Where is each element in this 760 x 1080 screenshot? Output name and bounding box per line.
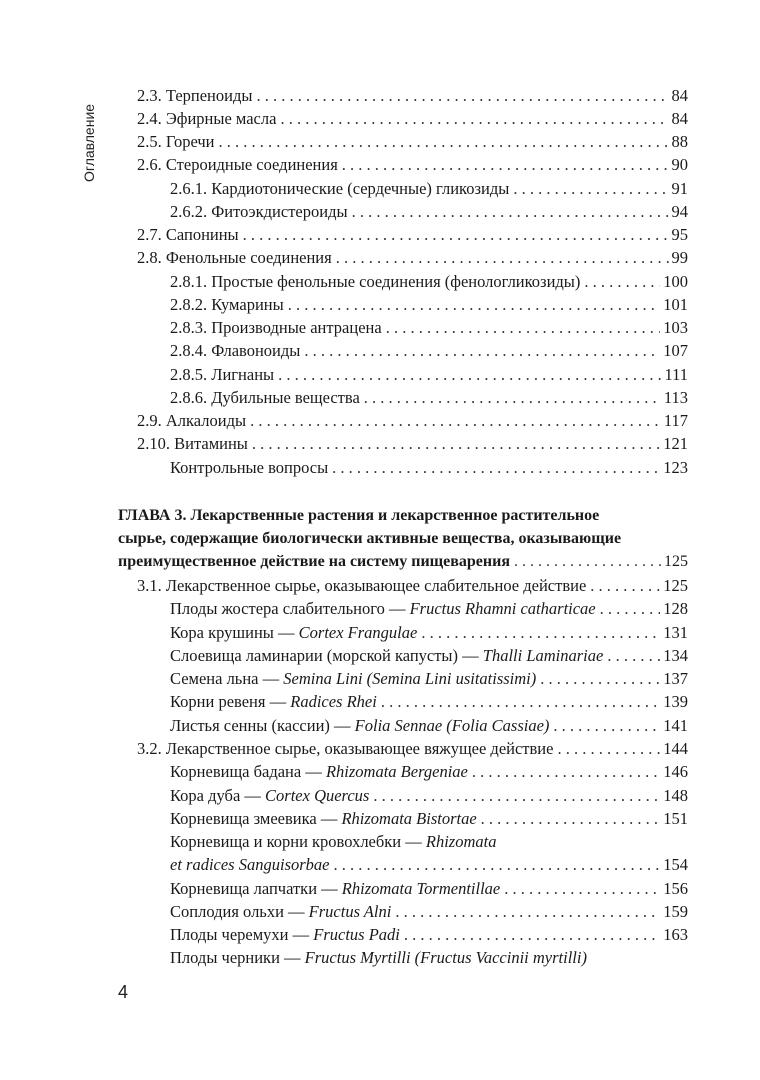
leader-dots <box>600 597 661 620</box>
toc-entry-title: 2.8.2. Кумарины <box>170 295 284 314</box>
toc-entry[interactable] <box>170 363 688 386</box>
toc-entry-title: 2.8.1. Простые фенольные соединения (фенологликозиды) <box>170 272 581 291</box>
leader-dots <box>352 200 669 223</box>
chapter-heading-line: сырье, содержащие биологически активные вещества, оказывающие <box>118 530 622 547</box>
leader-dots <box>395 900 660 923</box>
toc-entry-title: преимущественное действие на систему пищеварения <box>118 553 510 570</box>
toc-entry-title: Корневища змеевика — Rhizomata Bistortae <box>170 809 477 828</box>
toc-entry[interactable] <box>170 386 688 409</box>
toc-entry-title: 2.10. Витамины <box>137 434 248 453</box>
toc-entry-page: 100 <box>663 272 688 291</box>
toc-entry[interactable] <box>170 456 688 479</box>
toc-entry-page: 101 <box>663 295 688 314</box>
toc-entry[interactable] <box>170 807 688 830</box>
toc-entry[interactable] <box>137 130 688 153</box>
leader-dots <box>243 223 669 246</box>
leader-dots <box>250 409 661 432</box>
toc-entry[interactable] <box>170 853 688 876</box>
toc-entry[interactable] <box>170 877 688 900</box>
toc-entry-title: 2.4. Эфирные масла <box>137 109 277 128</box>
toc-entry-page: 88 <box>671 132 688 151</box>
toc-entry-page: 111 <box>664 365 688 384</box>
toc-entry-title: 2.6. Стероидные соединения <box>137 155 338 174</box>
toc-entry-page: 146 <box>663 762 688 781</box>
toc-entry[interactable] <box>137 737 688 760</box>
toc-entry-page: 84 <box>671 109 688 128</box>
toc-entry[interactable] <box>170 200 688 223</box>
leader-dots <box>553 714 660 737</box>
leader-dots <box>540 667 660 690</box>
toc-entry-title: 2.8. Фенольные соединения <box>137 248 332 267</box>
toc-entry[interactable] <box>170 667 688 690</box>
toc-entry[interactable] <box>170 830 688 853</box>
leader-dots <box>333 853 660 876</box>
leader-dots <box>590 574 660 597</box>
toc-entry-title: Корневища и корни кровохлебки — Rhizomata <box>170 832 497 851</box>
toc-entry[interactable] <box>170 923 688 946</box>
toc-entry[interactable] <box>137 246 688 269</box>
toc-entry[interactable] <box>170 177 688 200</box>
leader-dots <box>404 923 660 946</box>
toc-entry-page: 148 <box>663 786 688 805</box>
leader-dots <box>219 130 669 153</box>
toc-entry[interactable] <box>137 574 688 597</box>
toc-entry-title: 3.2. Лекарственное сырье, оказывающее вяжущее действие <box>137 739 554 758</box>
toc-entry-page: 139 <box>663 692 688 711</box>
leader-dots <box>278 363 661 386</box>
leader-dots <box>386 316 661 339</box>
toc-entry-page: 95 <box>671 225 688 244</box>
leader-dots <box>472 760 660 783</box>
toc-entry-page: 99 <box>671 248 688 267</box>
toc-entry-page: 94 <box>671 202 688 221</box>
toc-entry-title: 2.8.6. Дубильные вещества <box>170 388 360 407</box>
toc-entry-page: 107 <box>663 341 688 360</box>
toc-entry-title: 3.1. Лекарственное сырье, оказывающее слабительное действие <box>137 576 587 595</box>
toc-entry[interactable] <box>170 293 688 316</box>
toc-entry-page: 154 <box>663 855 688 874</box>
leader-dots <box>421 621 660 644</box>
toc-entry-title: Плоды черемухи — Fructus Padi <box>170 925 400 944</box>
leader-dots <box>481 807 661 830</box>
toc-entry[interactable] <box>137 107 688 130</box>
toc-entry-chapter[interactable] <box>118 550 688 573</box>
toc-entry-title: 2.5. Горечи <box>137 132 215 151</box>
toc-entry[interactable] <box>170 339 688 362</box>
toc-entry-page: 144 <box>663 739 688 758</box>
leader-dots <box>288 293 661 316</box>
toc-entry[interactable] <box>137 223 688 246</box>
leader-dots <box>280 107 668 130</box>
toc-entry-title: Семена льна — Semina Lini (Semina Lini usitatissimi) <box>170 669 537 688</box>
toc-entry-page: 137 <box>663 669 688 688</box>
toc-entry[interactable] <box>137 409 688 432</box>
leader-dots <box>557 737 660 760</box>
toc-entry-title: 2.3. Терпеноиды <box>137 86 253 105</box>
leader-dots <box>364 386 661 409</box>
toc-entry-page: 90 <box>671 155 688 174</box>
toc-entry-title: Корневища бадана — Rhizomata Bergeniae <box>170 762 468 781</box>
toc-entry[interactable] <box>170 900 688 923</box>
leader-dots <box>513 177 668 200</box>
toc-entry[interactable] <box>137 84 688 107</box>
toc-entry[interactable] <box>137 432 688 455</box>
toc-entry-title: 2.8.4. Флавоноиды <box>170 341 301 360</box>
toc-entry-title: Листья сенны (кассии) — Folia Sennae (Folia Cassiae) <box>170 716 550 735</box>
toc-entry-title: Плоды жостера слабительного — Fructus Rhamni catharticae <box>170 599 596 618</box>
toc-entry-page: 84 <box>671 86 688 105</box>
toc-entry-page: 121 <box>663 434 688 453</box>
leader-dots <box>504 877 660 900</box>
toc-entry-title: Корневища лапчатки — Rhizomata Tormentillae <box>170 879 501 898</box>
toc-entry[interactable] <box>170 644 688 667</box>
leader-dots <box>256 84 668 107</box>
toc-entry-title: 2.9. Алкалоиды <box>137 411 247 430</box>
toc-entry-title: 2.6.2. Фитоэкдистероиды <box>170 202 348 221</box>
toc-entry-page: 125 <box>663 576 688 595</box>
running-header-side-label: Оглавление <box>81 103 97 182</box>
toc-entry[interactable] <box>137 153 688 176</box>
toc-entry-page: 125 <box>664 553 688 570</box>
toc-entry-title: Слоевища ламинарии (морской капусты) — Thalli Laminariae <box>170 646 604 665</box>
toc-entry[interactable] <box>170 597 688 620</box>
toc-entry-page: 123 <box>663 458 688 477</box>
toc-entry-title: Соплодия ольхи — Fructus Alni <box>170 902 392 921</box>
leader-dots <box>332 456 660 479</box>
toc-entry-title: 2.8.5. Лигнаны <box>170 365 275 384</box>
toc-entry[interactable] <box>170 270 688 293</box>
toc-entry-title: Кора дуба — Cortex Quercus <box>170 786 370 805</box>
leader-dots <box>381 690 660 713</box>
toc-entry[interactable] <box>170 621 688 644</box>
toc-entry-title: Кора крушины — Cortex Frangulae <box>170 623 418 642</box>
toc-entry-page: 113 <box>663 388 688 407</box>
toc-entry-title: 2.6.1. Кардиотонические (сердечные) гликозиды <box>170 179 510 198</box>
toc-entry-title: Контрольные вопросы <box>170 458 329 477</box>
leader-dots <box>336 246 669 269</box>
toc-entry-page: 156 <box>663 879 688 898</box>
toc-entry[interactable] <box>170 714 688 737</box>
toc-entry-page: 128 <box>663 599 688 618</box>
toc-entry[interactable] <box>170 690 688 713</box>
toc-entry-title: Корни ревеня — Radices Rhei <box>170 692 377 711</box>
leader-dots <box>607 644 660 667</box>
toc-entry-page: 159 <box>663 902 688 921</box>
leader-dots <box>342 153 669 176</box>
toc-entry-title: 2.8.3. Производные антрацена <box>170 318 382 337</box>
toc-entry[interactable] <box>170 784 688 807</box>
leader-dots <box>514 550 661 573</box>
toc-entry-title: et radices Sanguisorbae <box>170 855 330 874</box>
toc-entry[interactable] <box>170 760 688 783</box>
leader-dots <box>252 432 660 455</box>
toc-entry-page: 91 <box>671 179 688 198</box>
toc-entry-page: 103 <box>663 318 688 337</box>
toc-entry[interactable] <box>170 946 688 969</box>
page-number: 4 <box>118 982 129 1002</box>
toc-entry-page: 163 <box>663 925 688 944</box>
toc-entry-page: 134 <box>663 646 688 665</box>
leader-dots <box>584 270 660 293</box>
toc-entry-page: 141 <box>663 716 688 735</box>
toc-entry[interactable] <box>170 316 688 339</box>
leader-dots <box>304 339 660 362</box>
toc-entry-page: 151 <box>663 809 688 828</box>
chapter-heading-line: ГЛАВА 3. Лекарственные растения и лекарственное растительное <box>118 507 600 524</box>
toc-entry-page: 131 <box>663 623 688 642</box>
toc-entry-title: 2.7. Сапонины <box>137 225 239 244</box>
leader-dots <box>373 784 660 807</box>
toc-entry-page: 117 <box>663 411 688 430</box>
toc-entry-title: Плоды черники — Fructus Myrtilli (Fructus Vaccinii myrtilli) <box>170 948 587 967</box>
